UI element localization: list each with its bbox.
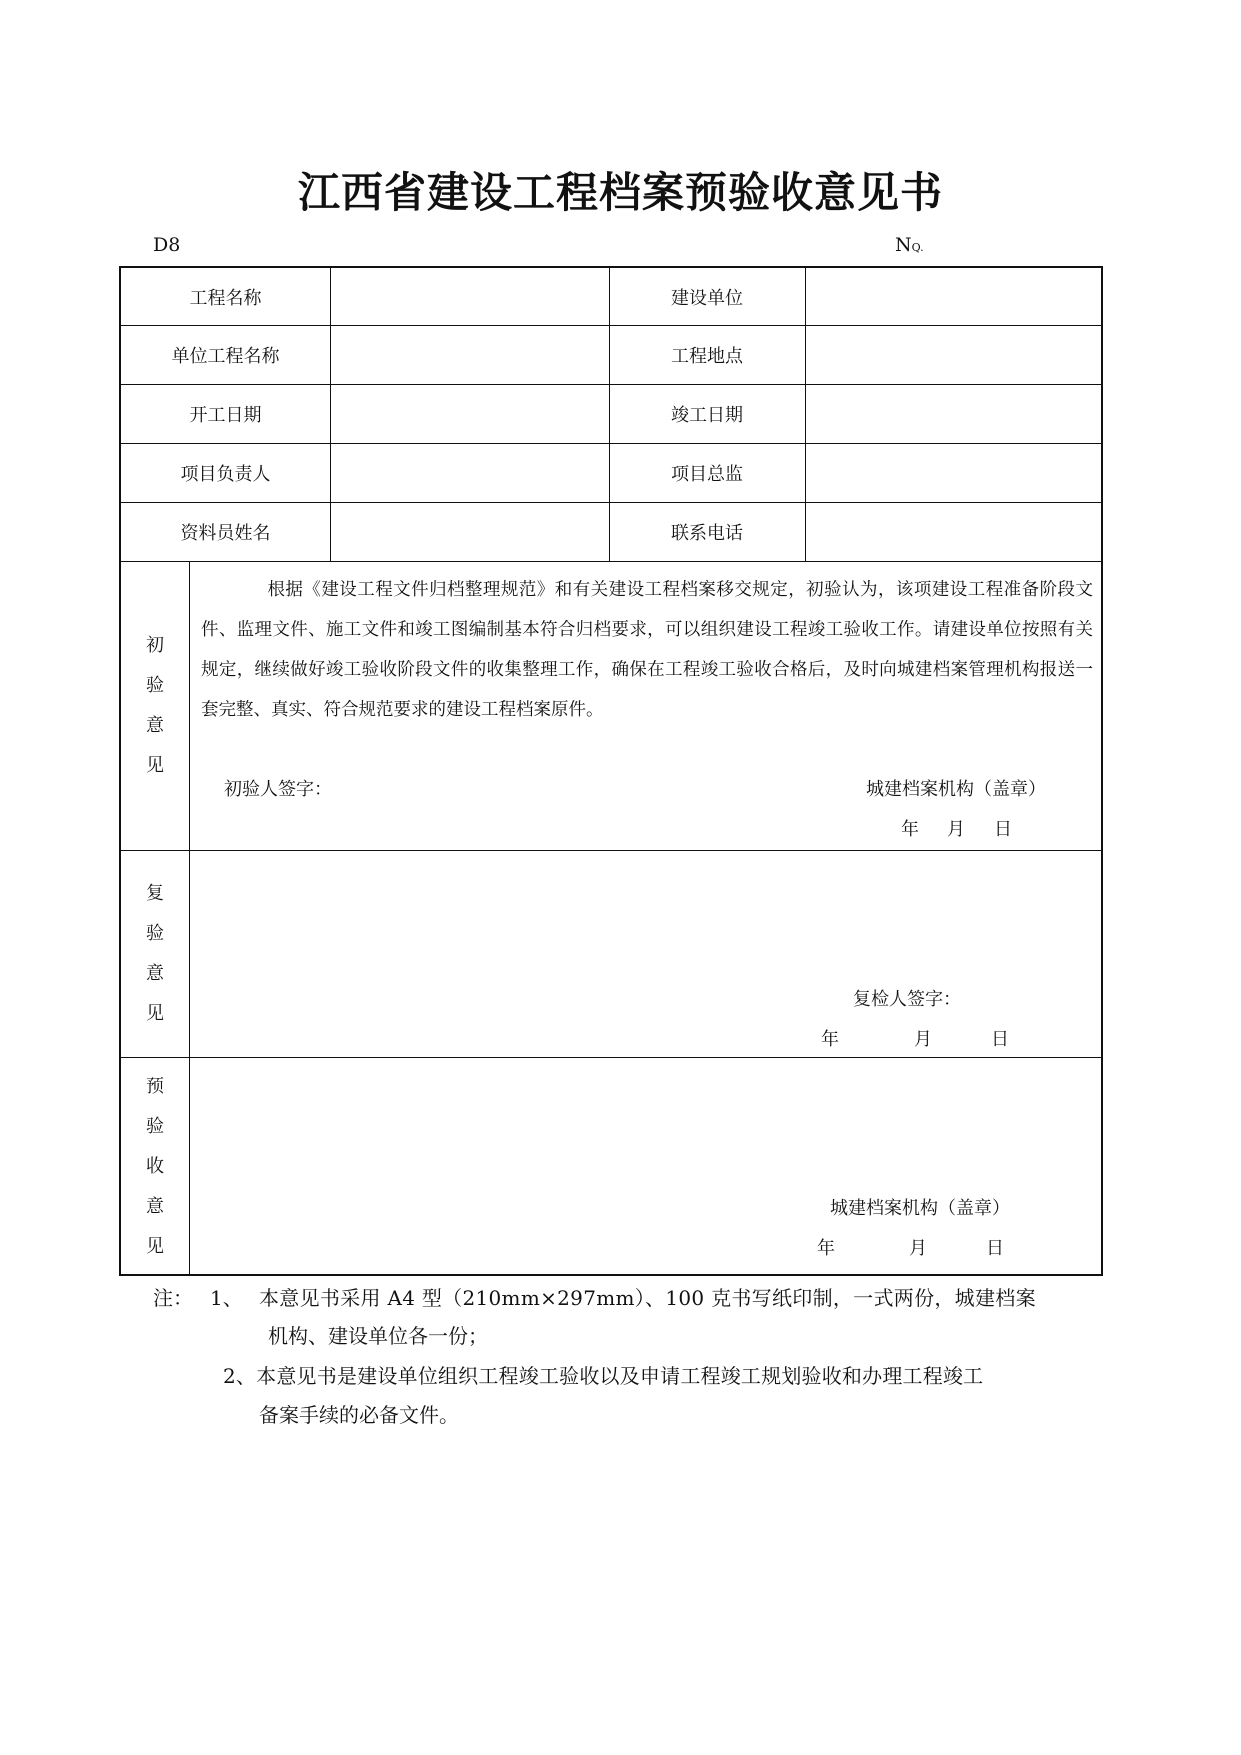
initial-opinion-text [201, 570, 1093, 730]
review-opinion-side-label [121, 850, 189, 1057]
chief-supervisor-field[interactable] [805, 443, 1101, 502]
side-char: 见 [146, 754, 164, 776]
form-number [895, 234, 924, 256]
project-name-label: 工程名称 [189, 287, 262, 309]
form-number-sub: Q. [911, 241, 924, 254]
row-divider [121, 561, 1101, 562]
review-date-year: 年 [821, 1029, 839, 1050]
archivist-name-field[interactable] [330, 502, 609, 561]
side-char: 见 [146, 1002, 164, 1024]
project-manager-label: 项目负责人 [180, 463, 271, 485]
archivist-name-label: 资料员姓名 [180, 522, 271, 544]
side-char: 验 [146, 1115, 164, 1137]
pre-acceptance-date-year: 年 [817, 1238, 835, 1259]
contact-phone-field[interactable] [805, 502, 1101, 561]
pre-acceptance-stamp-label: 城建档案机构（盖章） [830, 1198, 1010, 1219]
start-date-label: 开工日期 [189, 404, 262, 426]
project-location-label: 工程地点 [671, 345, 743, 367]
document-title: 江西省建设工程档案预验收意见书 [297, 168, 943, 217]
side-char: 验 [146, 674, 164, 696]
opinion-form-table [119, 266, 1103, 1276]
side-char: 验 [146, 922, 164, 944]
initial-date-day: 日 [994, 819, 1012, 840]
side-char: 收 [146, 1155, 164, 1177]
note-1-line-2: 机构、建设单位各一份； [268, 1324, 488, 1348]
completion-date-field[interactable] [805, 384, 1101, 443]
form-number-label: N [895, 234, 912, 256]
note-1-line-1: 本意见书采用 A4 型（210mm×297mm）、100 克书写纸印制，一式两份，城建档案 [259, 1286, 1036, 1310]
chief-supervisor-label: 项目总监 [671, 463, 743, 485]
column-divider [189, 561, 190, 1276]
row-divider [121, 850, 1101, 851]
note-2-line-2: 备案手续的必备文件。 [259, 1403, 459, 1427]
note-1-number: 1、 [210, 1286, 243, 1310]
side-char: 意 [146, 714, 164, 736]
initial-date-month: 月 [947, 819, 965, 840]
review-date-month: 月 [914, 1029, 932, 1050]
pre-acceptance-side-label [121, 1057, 189, 1276]
project-location-field[interactable] [805, 325, 1101, 384]
initial-opinion-side-label [121, 561, 189, 850]
review-signer-label: 复检人签字： [853, 989, 961, 1010]
initial-signer-label: 初验人签字： [224, 779, 332, 800]
side-char: 预 [146, 1075, 164, 1097]
side-char: 见 [146, 1235, 164, 1257]
side-char: 意 [146, 962, 164, 984]
side-char: 意 [146, 1195, 164, 1217]
start-date-field[interactable] [330, 384, 609, 443]
notes-prefix: 注： [153, 1286, 193, 1310]
initial-date-year: 年 [901, 819, 919, 840]
side-char: 初 [146, 634, 164, 656]
pre-acceptance-date-month: 月 [909, 1238, 927, 1259]
note-2-line-1: 2、本意见书是建设单位组织工程竣工验收以及申请工程竣工规划验收和办理工程竣工 [223, 1364, 984, 1388]
unit-project-name-label: 单位工程名称 [171, 345, 280, 367]
row-divider [121, 1057, 1101, 1058]
form-code: D8 [153, 234, 181, 256]
pre-acceptance-date-day: 日 [986, 1238, 1004, 1259]
contact-phone-label: 联系电话 [671, 522, 743, 544]
side-char: 复 [146, 882, 164, 904]
initial-opinion-body: 根据《建设工程文件归档整理规范》和有关建设工程档案移交规定，初验认为，该项建设工程准备阶段文件、监理文件、施工文件和竣工图编制基本符合归档要求，可以组织建设工程竣工验收工作。请建设单位按照有关规定，继续做好竣工验收阶段文件的收集整理工作，确保在工程竣工验收合格后，及时向城建档案管理机构报送一套完整、真实、符合规范要求的建设工程档案原件。 [201, 580, 1093, 720]
unit-project-name-field[interactable] [330, 325, 609, 384]
project-manager-field[interactable] [330, 443, 609, 502]
initial-stamp-label: 城建档案机构（盖章） [866, 779, 1046, 800]
review-date-day: 日 [991, 1029, 1009, 1050]
project-name-field[interactable] [330, 268, 609, 325]
builder-unit-field[interactable] [805, 268, 1101, 325]
completion-date-label: 竣工日期 [671, 404, 743, 426]
builder-unit-label: 建设单位 [671, 287, 743, 309]
